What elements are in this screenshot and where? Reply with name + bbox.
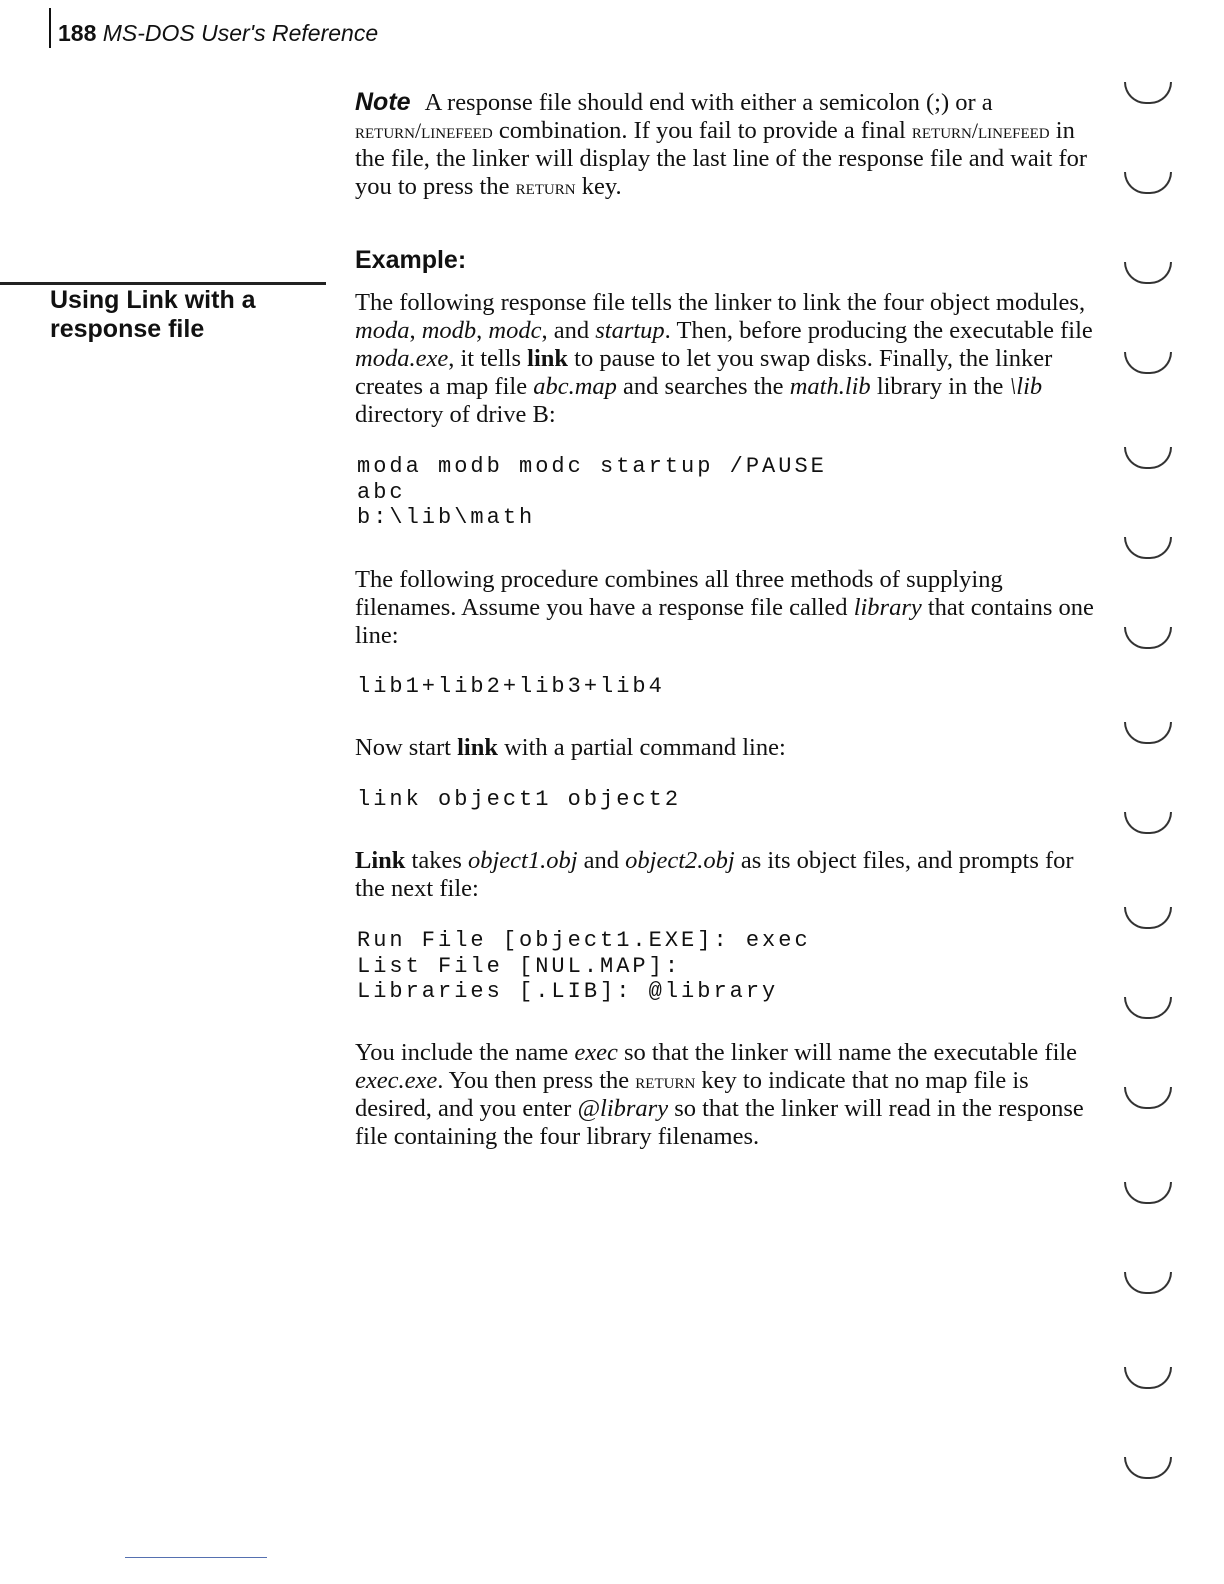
text-run: library [853, 594, 922, 621]
paragraph-5 [355, 1039, 1105, 1151]
example-heading: Example: [355, 246, 467, 274]
binder-hole [1124, 627, 1172, 649]
text-run: and searches the [616, 373, 790, 400]
binder-hole [1124, 537, 1172, 559]
text-run: , it tells [448, 345, 528, 372]
text-run: , and [541, 317, 596, 344]
code-block-3: link object1 object2 [357, 787, 682, 812]
text-run: \lib [1009, 373, 1043, 400]
footer-rule [125, 1557, 267, 1558]
text-run: object2.obj [625, 847, 735, 874]
binder-hole [1124, 1182, 1172, 1204]
text-run: key. [575, 173, 622, 200]
binder-hole [1124, 1272, 1172, 1294]
text-run: in the file, the linker will display the last line of the response file and wait for you to press the [355, 117, 1088, 200]
text-run: directory of drive B: [355, 401, 556, 428]
text-run: moda.exe [355, 345, 449, 372]
text-run: with a partial command line: [497, 734, 786, 761]
text-run: @library [577, 1095, 669, 1122]
text-run: return/linefeed [355, 118, 493, 143]
code-block-2: lib1+lib2+lib3+lib4 [357, 674, 665, 699]
section-rule [0, 282, 326, 285]
text-run: and [577, 847, 626, 874]
text-run: so that the linker will name the executable file [617, 1039, 1078, 1066]
text-run: . You then press the [437, 1067, 636, 1094]
header-rule [49, 8, 51, 48]
text-run: as its object files, and prompts for the next file: [355, 847, 1074, 902]
text-run: Link [355, 847, 406, 874]
text-run: so that the linker will read in the response file containing the four library filenames. [355, 1095, 1084, 1150]
binder-hole [1124, 1087, 1172, 1109]
text-run: exec.exe [355, 1067, 438, 1094]
binder-hole [1124, 262, 1172, 284]
binder-hole [1124, 352, 1172, 374]
text-run: exec [574, 1039, 618, 1066]
text-run: math.lib [789, 373, 871, 400]
text-run: The following procedure combines all three methods of supplying filenames. Assume you have a response file called [355, 566, 1003, 621]
text-run: abc.map [533, 373, 617, 400]
binder-hole [1124, 722, 1172, 744]
text-run: link [457, 734, 498, 761]
code-block-4: Run File [object1.EXE]: exec List File [NUL.MAP]: Libraries [.LIB]: @library [357, 928, 811, 1004]
text-run: . Then, before producing the executable file [664, 317, 1093, 344]
page-number: 188 [58, 20, 97, 46]
text-run: combination. If you fail to provide a final [492, 117, 912, 144]
binder-hole [1124, 1457, 1172, 1479]
binder-hole [1124, 1367, 1172, 1389]
text-run: Note [355, 88, 411, 116]
text-run: Now start [355, 734, 458, 761]
section-heading: Using Link with a response file [50, 286, 256, 343]
binder-hole [1124, 907, 1172, 929]
text-run: A response file should end with either a semicolon (;) or a [424, 89, 993, 116]
text-run: , [409, 317, 422, 344]
paragraph-1 [355, 289, 1105, 429]
text-run: return [515, 174, 576, 199]
page-header [58, 20, 378, 47]
binder-hole [1124, 172, 1172, 194]
text-run: startup [595, 317, 665, 344]
text-run: modb [421, 317, 477, 344]
binder-hole [1124, 447, 1172, 469]
text-run: takes [405, 847, 468, 874]
paragraph-4 [355, 847, 1105, 903]
text-run: to pause to let you swap disks. Finally, the linker creates a map file [355, 345, 1053, 400]
text-run: key to indicate that no map file is desired, and you enter [355, 1067, 1029, 1122]
code-block-1: moda modb modc startup /PAUSE abc b:\lib\math [357, 454, 827, 530]
book-title: MS-DOS User's Reference [102, 20, 379, 46]
text-run: You include the name [355, 1039, 575, 1066]
binder-hole [1124, 82, 1172, 104]
text-run: return [635, 1068, 696, 1093]
binder-hole [1124, 812, 1172, 834]
text-run: , [476, 317, 489, 344]
binder-hole [1124, 997, 1172, 1019]
text-run: The following response file tells the linker to link the four object modules, [355, 289, 1086, 316]
paragraph-2 [355, 566, 1105, 650]
text-run: modc [488, 317, 542, 344]
text-run: object1.obj [468, 847, 578, 874]
text-run: moda [355, 317, 410, 344]
text-run: that contains one line: [355, 594, 1094, 649]
paragraph-3 [355, 734, 1105, 762]
text-run: link [527, 345, 569, 372]
text-run: return/linefeed [911, 118, 1050, 143]
text-run: library in the [870, 373, 1010, 400]
note-paragraph [355, 88, 1105, 201]
